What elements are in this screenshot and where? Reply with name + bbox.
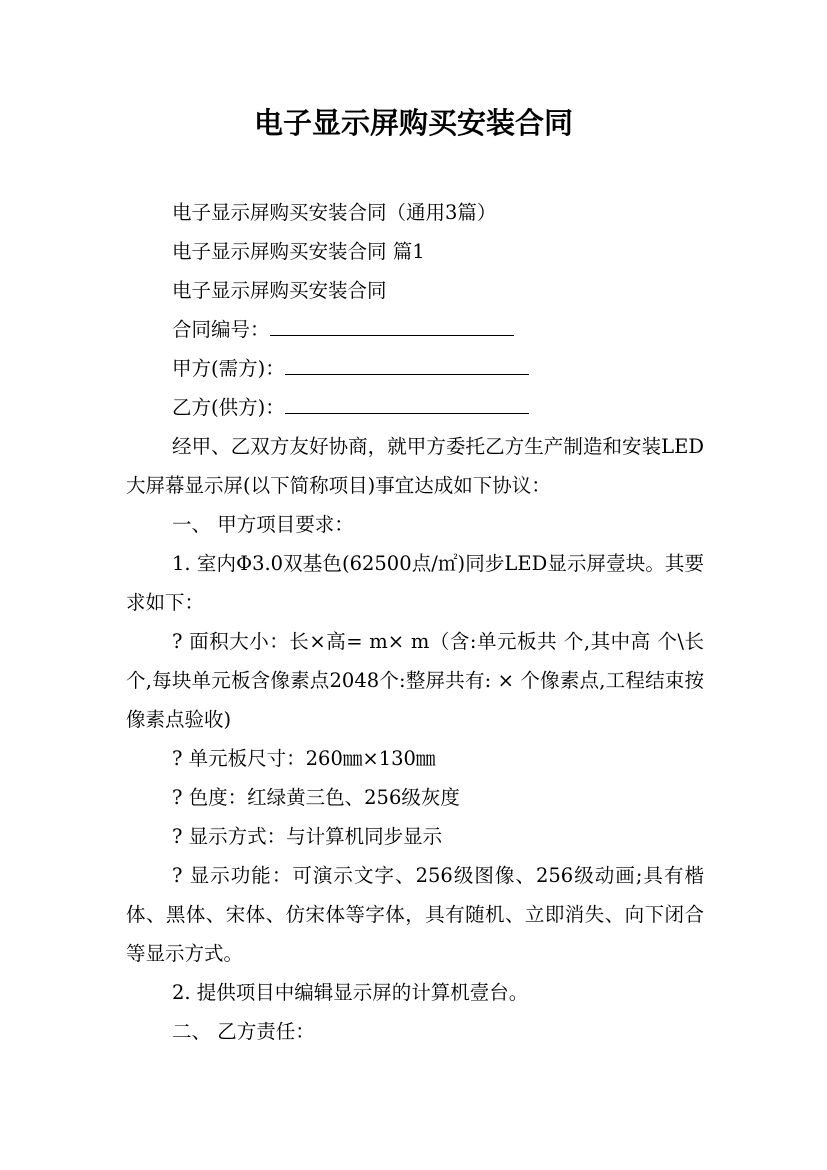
item-1-paragraph: 1. 室内Φ3.0双基色(62500点/㎡)同步LED显示屏壹块。其要求如下：: [126, 552, 704, 614]
party-b-label: 乙方(供方)：: [172, 396, 285, 419]
intro-paragraph: 经甲、乙双方友好协商，就甲方委托乙方生产制造和安装LED大屏幕显示屏(以下简称项目)事宜达成如下协议：: [126, 435, 704, 497]
party-b-field: [126, 388, 704, 427]
party-a-label: 甲方(需方)：: [172, 357, 285, 380]
bullet-unit-size: ? 单元板尺寸：260㎜×130㎜: [172, 747, 436, 770]
bullet-area-size: ? 面积大小：长×高= m× m（含:单元板共 个,其中高 个\长 个,每块单元板含像素点2048个:整屏共有: × 个像素点,工程结束按像素点验收): [126, 630, 704, 731]
party-b-blank: [285, 393, 529, 414]
document-subtitle: 电子显示屏购买安装合同（通用3篇）: [172, 201, 497, 224]
bullet-color: ? 色度：红绿黄三色、256级灰度: [172, 786, 460, 809]
item-2-paragraph: 2. 提供项目中编辑显示屏的计算机壹台。: [172, 981, 529, 1004]
document-body: [126, 193, 704, 1051]
document-title: 电子显示屏购买安装合同: [253, 106, 573, 140]
section-1-heading: 一、 甲方项目要求：: [172, 513, 354, 536]
contract-number-field: [126, 310, 704, 349]
bullet-display-function: ? 显示功能：可演示文字、256级图像、256级动画;具有楷体、黑体、宋体、仿宋体等字体，具有随机、立即消失、向下闭合等显示方式。: [126, 864, 704, 965]
contract-name: 电子显示屏购买安装合同: [172, 279, 387, 302]
section-2-heading: 二、 乙方责任：: [172, 1020, 315, 1043]
party-a-blank: [285, 354, 529, 375]
contract-number-label: 合同编号：: [172, 318, 270, 341]
part-heading: 电子显示屏购买安装合同 篇1: [172, 240, 425, 263]
contract-number-blank: [270, 315, 514, 336]
party-a-field: [126, 349, 704, 388]
bullet-display-mode: ? 显示方式：与计算机同步显示: [172, 825, 443, 848]
